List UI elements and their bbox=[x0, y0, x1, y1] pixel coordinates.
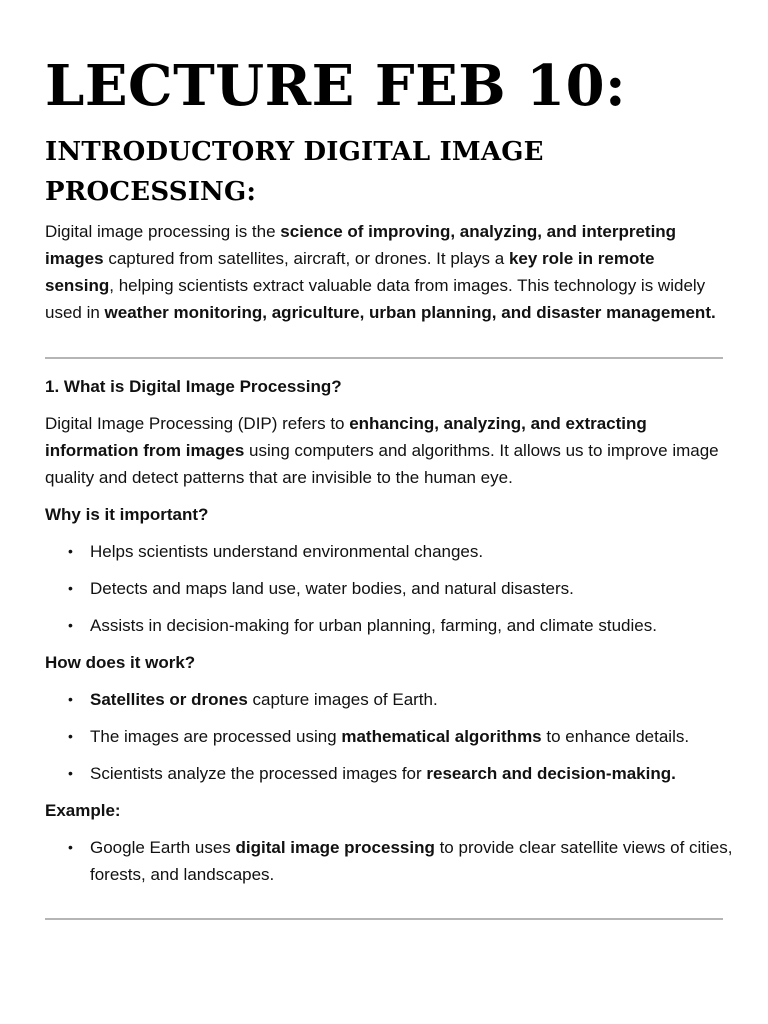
para-bold-1: enhancing, analyzing, and extracting information from images bbox=[45, 414, 647, 460]
how-list bbox=[45, 686, 723, 787]
list-item bbox=[68, 575, 723, 602]
intro-text-1: Digital image processing is the bbox=[45, 222, 281, 241]
list-item bbox=[68, 834, 740, 888]
section-divider bbox=[45, 918, 723, 920]
page-title: LECTURE FEB 10: bbox=[45, 53, 627, 119]
why-heading: Why is it important? bbox=[45, 505, 209, 524]
list-item-text: capture images of Earth. bbox=[247, 690, 438, 709]
list-item bbox=[68, 723, 723, 750]
list-item bbox=[68, 538, 723, 565]
section-heading: 1. What is Digital Image Processing? bbox=[45, 377, 342, 396]
intro-bold-1: science of improving, analyzing, and interpreting images bbox=[45, 222, 677, 268]
para-text-1: Digital Image Processing (DIP) refers to bbox=[45, 414, 350, 433]
list-item bbox=[68, 760, 723, 787]
list-item-text: The images are processed using bbox=[90, 727, 342, 746]
bullet-icon: • bbox=[68, 765, 73, 781]
section-divider bbox=[45, 357, 723, 359]
list-item-bold: digital image processing bbox=[235, 838, 435, 857]
list-item-text: Detects and maps land use, water bodies, and natural disasters. bbox=[90, 579, 574, 598]
bullet-icon: • bbox=[68, 728, 73, 744]
list-item-text: Helps scientists understand environmental changes. bbox=[90, 542, 484, 561]
intro-paragraph bbox=[45, 218, 723, 326]
list-item-text: Scientists analyze the processed images for bbox=[90, 764, 427, 783]
bullet-icon: • bbox=[68, 543, 73, 559]
list-item bbox=[68, 686, 723, 713]
intro-text-3: , helping scientists extract valuable data from images. This technology is widely used in bbox=[45, 276, 706, 322]
bullet-icon: • bbox=[68, 580, 73, 596]
list-item-bold: mathematical algorithms bbox=[341, 727, 542, 746]
bullet-icon: • bbox=[68, 691, 73, 707]
para-text-2: using computers and algorithms. It allows us to improve image quality and detect patterns that are invisible to the human eye. bbox=[45, 441, 719, 487]
example-heading: Example: bbox=[45, 801, 121, 820]
how-heading: How does it work? bbox=[45, 653, 196, 672]
intro-bold-3: weather monitoring, agriculture, urban planning, and disaster management. bbox=[104, 303, 716, 322]
list-item bbox=[68, 612, 723, 639]
list-item-bold: research and decision-making. bbox=[426, 764, 676, 783]
intro-text-2: captured from satellites, aircraft, or drones. It plays a bbox=[103, 249, 509, 268]
list-item-text: to provide clear satellite views of cities, forests, and landscapes. bbox=[90, 838, 733, 884]
list-item-text: to enhance details. bbox=[541, 727, 690, 746]
bullet-icon: • bbox=[68, 617, 73, 633]
list-item-text: Google Earth uses bbox=[90, 838, 236, 857]
list-item-text: Assists in decision-making for urban planning, farming, and climate studies. bbox=[90, 616, 657, 635]
section-paragraph bbox=[45, 410, 723, 491]
list-item-bold: Satellites or drones bbox=[90, 690, 248, 709]
example-list bbox=[45, 834, 740, 888]
bullet-icon: • bbox=[68, 839, 73, 855]
intro-bold-2: key role in remote sensing bbox=[45, 249, 655, 295]
page-subtitle: INTRODUCTORY DIGITAL IMAGE PROCESSING: bbox=[45, 137, 544, 207]
why-list bbox=[45, 538, 723, 639]
